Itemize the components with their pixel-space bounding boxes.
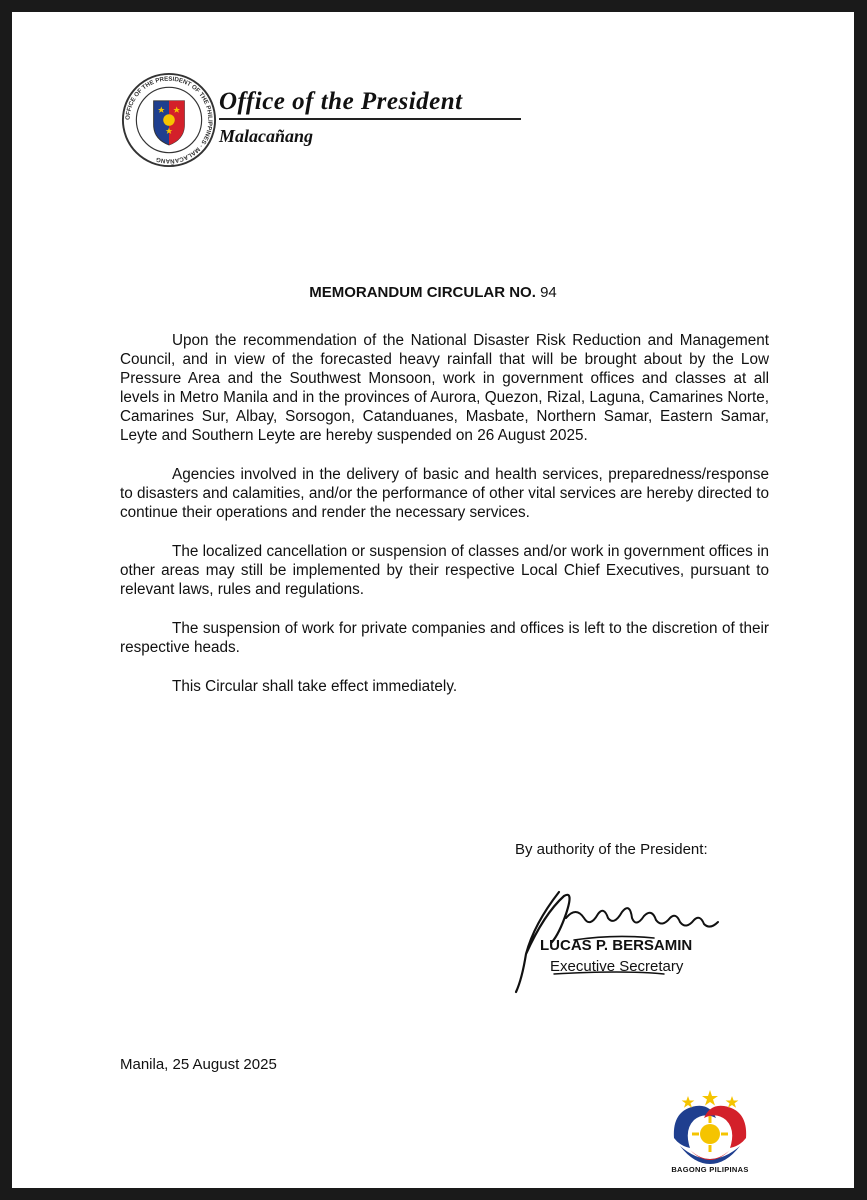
bagong-pilipinas-text: BAGONG PILIPINAS	[671, 1165, 749, 1174]
memo-body	[120, 331, 769, 716]
memo-number: 94	[540, 284, 557, 301]
memo-title	[12, 284, 854, 301]
seal-text: OFFICE OF THE PRESIDENT OF THE PHILIPPINES · MALACAÑANG	[124, 75, 214, 165]
place-date: Manila, 25 August 2025	[120, 1056, 277, 1073]
paragraph-2: Agencies involved in the delivery of basic and health services, preparedness/response to disasters and calamities, and/or the performance of other vital services are hereby directed to continue their operations and render the necessary services.	[120, 466, 769, 521]
signatory-name: LUCAS P. BERSAMIN	[540, 937, 693, 954]
paragraph-3: The localized cancellation or suspension of classes and/or work in government offices in other areas may still be implemented by their respective Local Chief Executives, pursuant to relevant laws, rules and regulations.	[120, 543, 769, 598]
paragraph-1: Upon the recommendation of the National Disaster Risk Reduction and Management Council, and in view of the forecasted heavy rainfall that will be brought about by the Low Pressure Area and the Southwest Monsoon, work in government offices and classes at all levels in Metro Manila and in the provinces of Aurora, Quezon, Rizal, Laguna, Camarines Norte, Camarines Sur, Albay, Sorsogon, Catanduanes, Masbate, Northern Samar, Eastern Samar, Leyte and Southern Leyte are hereby suspended on 26 August 2025.	[120, 332, 769, 444]
authority-line: By authority of the President:	[515, 841, 708, 858]
bagong-pilipinas-logo-icon	[660, 1088, 760, 1172]
paragraph-4: The suspension of work for private companies and offices is left to the discretion of their respective heads.	[120, 620, 769, 656]
office-subtitle: Malacañang	[219, 126, 314, 146]
paragraph-5: This Circular shall take effect immediately.	[172, 678, 458, 695]
header-divider	[219, 118, 521, 120]
memo-title-label: MEMORANDUM CIRCULAR NO.	[309, 284, 536, 301]
signatory-title: Executive Secretary	[550, 958, 684, 975]
document-page	[12, 12, 854, 1188]
presidential-seal-icon	[121, 72, 217, 168]
office-title: Office of the President	[219, 88, 463, 115]
